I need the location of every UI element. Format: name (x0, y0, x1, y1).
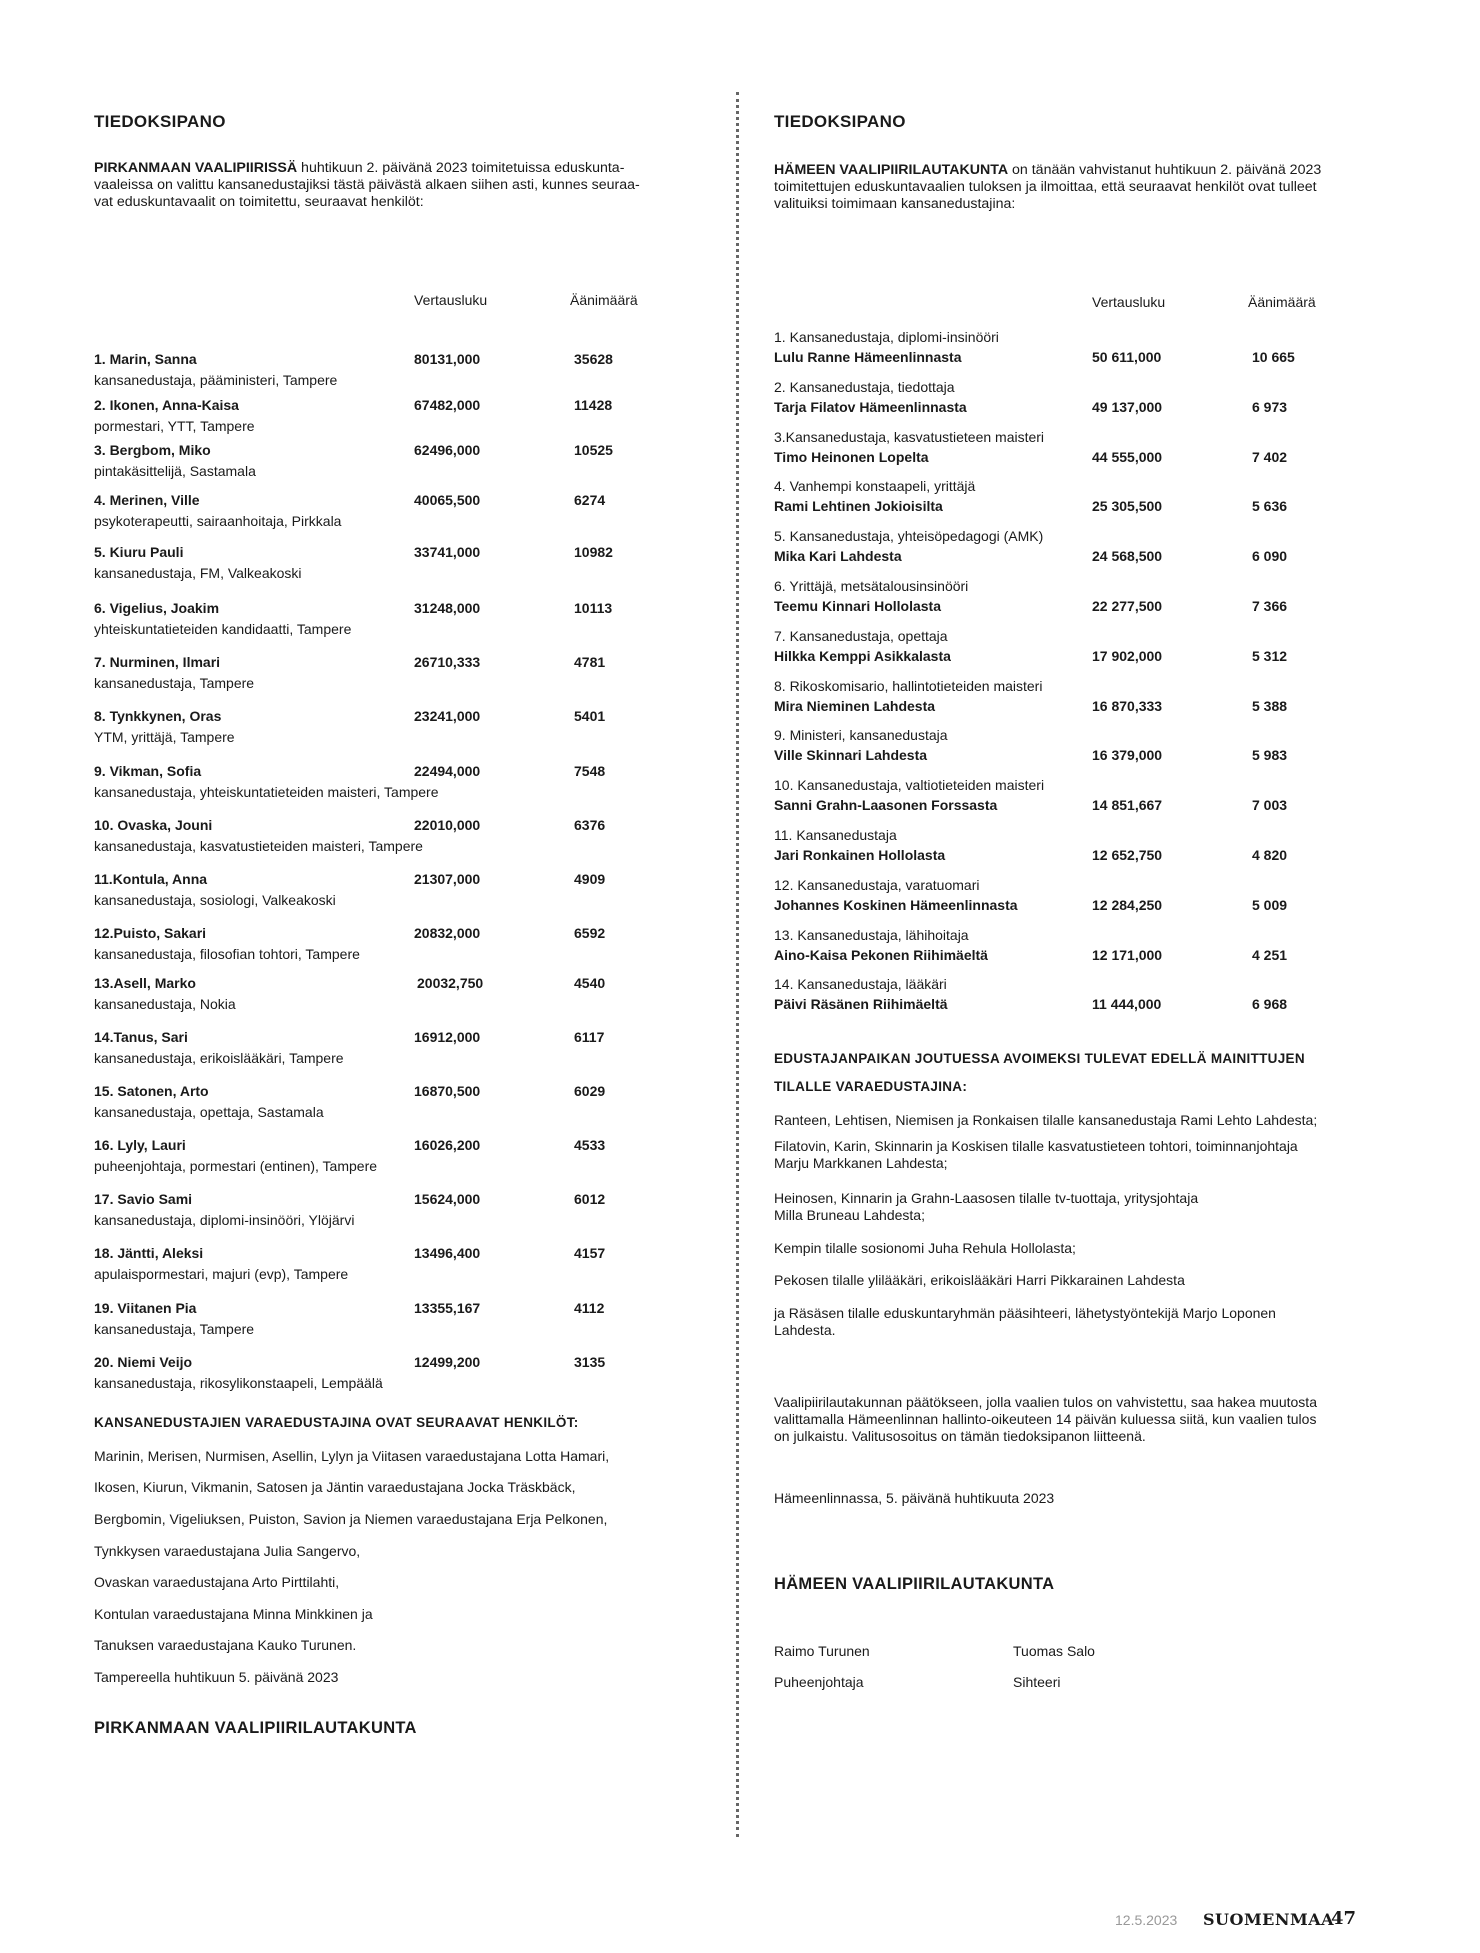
candidate-title: 12. Kansanedustaja, varatuomari (774, 876, 980, 893)
right-appeal-line: Vaalipiirilautakunnan päätökseen, jolla vaalien tulos on vahvistettu, saa hakea muutosta (774, 1394, 1317, 1410)
aanimaara-value: 10982 (574, 544, 613, 560)
candidate-title: 6. Yrittäjä, metsätalousinsinööri (774, 578, 969, 594)
candidate-name: 12.Puisto, Sakari (94, 925, 207, 941)
candidate-name: 7. Nurminen, Ilmari (94, 654, 221, 670)
aanimaara-value: 5 388 (1252, 697, 1288, 714)
column-divider (736, 92, 739, 1837)
candidate-title: 13. Kansanedustaja, lähihoitaja (774, 926, 969, 943)
vertausluku-value: 22010,000 (414, 817, 481, 833)
left-col-vertausluku: Vertausluku (414, 292, 488, 308)
candidate-name: Jari Ronkainen Hollolasta (774, 847, 946, 863)
candidate-name: Hilkka Kemppi Asikkalasta (774, 647, 951, 664)
aanimaara-value: 10113 (574, 600, 613, 616)
candidate-description: kansanedustaja, Tampere (94, 1321, 255, 1337)
signer-2-name: Tuomas Salo (1013, 1643, 1095, 1659)
vertausluku-value: 11 444,000 (1092, 996, 1162, 1013)
candidate-name: 17. Savio Sami (94, 1191, 193, 1207)
candidate-name: 20. Niemi Veijo (94, 1354, 193, 1370)
page-number: 47 (1331, 1908, 1357, 1929)
aanimaara-value: 6274 (574, 492, 606, 508)
signer-1-role: Puheenjohtaja (774, 1674, 864, 1690)
aanimaara-value: 7 003 (1252, 797, 1288, 814)
vertausluku-value: 17 902,000 (1092, 647, 1163, 664)
aanimaara-value: 4 820 (1252, 847, 1288, 863)
candidate-name: Sanni Grahn-Laasonen Forssasta (774, 797, 998, 814)
candidate-name: 4. Merinen, Ville (94, 492, 200, 508)
vertausluku-value: 50 611,000 (1092, 349, 1162, 365)
candidate-name: 6. Vigelius, Joakim (94, 600, 220, 616)
candidate-name: 1. Marin, Sanna (94, 351, 197, 367)
candidate-name: 18. Jäntti, Aleksi (94, 1245, 204, 1261)
vertausluku-value: 22494,000 (414, 763, 481, 779)
candidate-name: Timo Heinonen Lopelta (774, 448, 929, 465)
candidate-title: 11. Kansanedustaja (774, 827, 897, 843)
aanimaara-value: 10525 (574, 442, 613, 458)
left-intro-line: huhtikuun 2. päivänä 2023 toimitetuissa eduskunta- (297, 160, 625, 176)
candidate-name: 16. Lyly, Lauri (94, 1137, 186, 1153)
right-col-vertausluku: Vertausluku (1092, 294, 1166, 310)
candidate-description: psykoterapeutti, sairaanhoitaja, Pirkkala (94, 513, 342, 529)
deputy-line: Ranteen, Lehtisen, Niemisen ja Ronkaisen tilalle kansanedustaja Rami Lehto Lahdesta; (774, 1112, 1318, 1128)
aanimaara-value: 6376 (574, 817, 606, 833)
vertausluku-value: 15624,000 (414, 1191, 481, 1207)
candidate-name: 2. Ikonen, Anna-Kaisa (94, 397, 239, 413)
aanimaara-value: 5 983 (1252, 747, 1288, 764)
candidate-title: 9. Ministeri, kansanedustaja (774, 727, 948, 744)
aanimaara-value: 5 312 (1252, 647, 1288, 664)
right-intro-line: on tänään vahvistanut huhtikuun 2. päivänä 2023 (1008, 162, 1322, 178)
candidate-description: kansanedustaja, sosiologi, Valkeakoski (94, 892, 336, 908)
right-intro-line: toimitettujen eduskuntavaalien tuloksen ja ilmoittaa, että seuraavat henkilöt ovat tulleet (774, 179, 1317, 195)
vertausluku-value: 21307,000 (414, 871, 481, 887)
candidate-description: kansanedustaja, pääministeri, Tampere (94, 372, 338, 388)
vertausluku-value: 31248,000 (414, 600, 481, 616)
deputy-line: Marju Markkanen Lahdesta; (774, 1155, 948, 1171)
vertausluku-value: 12 284,250 (1092, 896, 1163, 913)
vertausluku-value: 25 305,500 (1092, 498, 1163, 515)
candidate-name: Johannes Koskinen Hämeenlinnasta (774, 896, 1018, 913)
aanimaara-value: 6012 (574, 1191, 606, 1207)
aanimaara-value: 6 090 (1252, 548, 1288, 565)
candidate-description: kansanedustaja, Tampere (94, 675, 255, 691)
left-signature: PIRKANMAAN VAALIPIIRILAUTAKUNTA (94, 1719, 417, 1737)
vertausluku-value: 16026,200 (414, 1137, 481, 1153)
aanimaara-value: 6117 (574, 1029, 605, 1045)
aanimaara-value: 4533 (574, 1137, 606, 1153)
right-place-date: Hämeenlinnassa, 5. päivänä huhtikuuta 2023 (774, 1490, 1055, 1506)
vertausluku-value: 16870,500 (414, 1083, 481, 1099)
vertausluku-value: 49 137,000 (1092, 398, 1163, 415)
candidate-name: Aino-Kaisa Pekonen Riihimäeltä (774, 946, 988, 963)
right-intro-line: valituiksi toimimaan kansanedustajina: (774, 196, 1016, 212)
signer-2-role: Sihteeri (1013, 1674, 1061, 1690)
deputy-line: Tynkkysen varaedustajana Julia Sangervo, (94, 1543, 361, 1559)
candidate-name: 5. Kiuru Pauli (94, 544, 184, 560)
candidate-name: 9. Vikman, Sofia (94, 763, 202, 779)
deputy-line: Ikosen, Kiurun, Vikmanin, Satosen ja Jäntin varaedustajana Jocka Träskbäck, (94, 1479, 576, 1495)
right-intro-bold: HÄMEEN VAALIPIIRILAUTAKUNTA (774, 162, 1009, 178)
right-appeal-line: valittamalla Hämeenlinnan hallinto-oikeuteen 14 päivän kuluessa siitä, kun vaalien tulos (774, 1411, 1317, 1427)
vertausluku-value: 12499,200 (414, 1354, 481, 1370)
aanimaara-value: 4909 (574, 871, 606, 887)
candidate-description: kansanedustaja, filosofian tohtori, Tampere (94, 946, 360, 962)
aanimaara-value: 5401 (574, 708, 606, 724)
candidate-name: 8. Tynkkynen, Oras (94, 708, 222, 724)
candidate-title: 1. Kansanedustaja, diplomi-insinööri (774, 329, 999, 345)
footer-brand: SUOMENMAA (1203, 1910, 1335, 1929)
candidate-name: 19. Viitanen Pia (94, 1300, 197, 1316)
left-heading: TIEDOKSIPANO (94, 112, 226, 131)
vertausluku-value: 62496,000 (414, 442, 481, 458)
deputy-paragraph (774, 1138, 1298, 1172)
aanimaara-value: 7 366 (1252, 598, 1288, 614)
vertausluku-value: 12 171,000 (1092, 946, 1163, 963)
aanimaara-value: 7 402 (1252, 448, 1288, 465)
candidate-description: puheenjohtaja, pormestari (entinen), Tampere (94, 1158, 378, 1174)
candidate-title: 4. Vanhempi konstaapeli, yrittäjä (774, 478, 976, 495)
candidate-description: YTM, yrittäjä, Tampere (94, 729, 235, 745)
deputy-line: Kempin tilalle sosionomi Juha Rehula Hollolasta; (774, 1240, 1076, 1256)
candidate-title: 3.Kansanedustaja, kasvatustieteen maisteri (774, 428, 1045, 445)
deputy-paragraph (774, 1240, 1076, 1257)
aanimaara-value: 5 636 (1252, 498, 1288, 515)
aanimaara-value: 5 009 (1252, 896, 1288, 913)
deputy-line: ja Räsäsen tilalle eduskuntaryhmän pääsihteeri, lähetystyöntekijä Marjo Loponen (774, 1305, 1276, 1321)
candidate-name: Lulu Ranne Hämeenlinnasta (774, 349, 962, 365)
candidate-name: Mika Kari Lahdesta (774, 548, 902, 565)
left-intro-line: vat eduskuntavaalit on toimitettu, seuraavat henkilöt: (94, 194, 424, 210)
candidate-description: yhteiskuntatieteiden kandidaatti, Tampere (94, 621, 352, 637)
candidate-name: Ville Skinnari Lahdesta (774, 747, 928, 764)
candidate-description: kansanedustaja, Nokia (94, 996, 236, 1012)
aanimaara-value: 35628 (574, 351, 613, 367)
deputy-line: Lahdesta. (774, 1322, 836, 1338)
vertausluku-value: 16 379,000 (1092, 747, 1163, 764)
candidate-title: 10. Kansanedustaja, valtiotieteiden maisteri (774, 777, 1045, 794)
candidate-description: pintakäsittelijä, Sastamala (94, 463, 256, 479)
vertausluku-value: 44 555,000 (1092, 448, 1163, 465)
vertausluku-value: 16912,000 (414, 1029, 481, 1045)
deputy-line: Pekosen tilalle ylilääkäri, erikoislääkäri Harri Pikkarainen Lahdesta (774, 1272, 1185, 1288)
vertausluku-value: 26710,333 (414, 654, 481, 670)
aanimaara-value: 6592 (574, 925, 606, 941)
vertausluku-value: 14 851,667 (1092, 797, 1163, 814)
deputy-line: Bergbomin, Vigeliuksen, Puiston, Savion ja Niemen varaedustajana Erja Pelkonen, (94, 1511, 608, 1527)
left-intro (94, 160, 694, 211)
aanimaara-value: 6 968 (1252, 996, 1288, 1013)
vertausluku-value: 24 568,500 (1092, 548, 1163, 565)
candidate-title: 8. Rikoskomisario, hallintotieteiden maisteri (774, 677, 1043, 694)
left-intro-bold: PIRKANMAAN VAALIPIIRISSÄ (94, 160, 298, 176)
candidate-name: 3. Bergbom, Miko (94, 442, 211, 458)
candidate-name: Rami Lehtinen Jokioisilta (774, 498, 943, 515)
left-intro-line: vaaleissa on valittu kansanedustajiksi tästä päivästä alkaen siihen asti, kunnes seuraa- (94, 177, 640, 193)
candidate-title: 14. Kansanedustaja, lääkäri (774, 976, 947, 993)
vertausluku-value: 16 870,333 (1092, 697, 1163, 714)
candidate-name: 11.Kontula, Anna (94, 871, 208, 887)
deputy-line: Milla Bruneau Lahdesta; (774, 1207, 925, 1223)
left-deputies-heading: KANSANEDUSTAJIEN VARAEDUSTAJINA OVAT SEURAAVAT HENKILÖT: (94, 1415, 579, 1430)
deputy-paragraph (774, 1112, 1317, 1129)
vertausluku-value: 67482,000 (414, 397, 481, 413)
right-signature: HÄMEEN VAALIPIIRILAUTAKUNTA (774, 1575, 1055, 1593)
left-col-aanimaara: Äänimäärä (570, 292, 638, 308)
right-appeal-line: on julkaistu. Valitusosoitus on tämän tiedoksipanon liitteenä. (774, 1428, 1146, 1444)
deputy-line: Tanuksen varaedustajana Kauko Turunen. (94, 1637, 357, 1653)
candidate-name: 14.Tanus, Sari (94, 1029, 188, 1045)
candidate-name: 13.Asell, Marko (94, 975, 196, 991)
vertausluku-value: 20832,000 (414, 925, 481, 941)
footer-date: 12.5.2023 (1115, 1912, 1178, 1928)
deputy-line: Tampereella huhtikuun 5. päivänä 2023 (94, 1669, 339, 1685)
aanimaara-value: 6 973 (1252, 398, 1288, 415)
deputy-line: Ovaskan varaedustajana Arto Pirttilahti, (94, 1574, 340, 1590)
candidate-name: Tarja Filatov Hämeenlinnasta (774, 398, 967, 415)
candidate-name: 15. Satonen, Arto (94, 1083, 209, 1099)
aanimaara-value: 11428 (574, 397, 613, 413)
candidate-title: 5. Kansanedustaja, yhteisöpedagogi (AMK) (774, 528, 1044, 545)
right-col-aanimaara: Äänimäärä (1248, 294, 1316, 310)
candidate-description: kansanedustaja, opettaja, Sastamala (94, 1104, 324, 1120)
aanimaara-value: 3135 (574, 1354, 606, 1370)
aanimaara-value: 4781 (574, 654, 606, 670)
deputy-paragraph (774, 1190, 1198, 1224)
aanimaara-value: 4 251 (1252, 946, 1288, 963)
deputy-paragraph (774, 1305, 1276, 1339)
vertausluku-value: 13496,400 (414, 1245, 481, 1261)
right-heading: TIEDOKSIPANO (774, 112, 906, 131)
right-deputies-heading-1: EDUSTAJANPAIKAN JOUTUESSA AVOIMEKSI TULEVAT EDELLÄ MAINITTUJEN (774, 1051, 1305, 1066)
deputy-paragraph (774, 1272, 1185, 1289)
candidate-name: 10. Ovaska, Jouni (94, 817, 213, 833)
candidate-title: 7. Kansanedustaja, opettaja (774, 627, 948, 644)
aanimaara-value: 6029 (574, 1083, 606, 1099)
signer-1-name: Raimo Turunen (774, 1643, 870, 1659)
right-appeal (774, 1394, 1317, 1445)
deputy-line: Heinosen, Kinnarin ja Grahn-Laasosen tilalle tv-tuottaja, yritysjohtaja (774, 1190, 1199, 1206)
vertausluku-value: 20032,750 (417, 975, 484, 991)
vertausluku-value: 13355,167 (414, 1300, 481, 1316)
candidate-name: Teemu Kinnari Hollolasta (774, 598, 941, 614)
vertausluku-value: 33741,000 (414, 544, 481, 560)
aanimaara-value: 7548 (574, 763, 606, 779)
aanimaara-value: 4112 (574, 1300, 605, 1316)
aanimaara-value: 4157 (574, 1245, 606, 1261)
aanimaara-value: 10 665 (1252, 349, 1295, 365)
right-deputies-heading-2: TILALLE VARAEDUSTAJINA: (774, 1079, 968, 1094)
deputy-line: Marinin, Merisen, Nurmisen, Asellin, Lylyn ja Viitasen varaedustajana Lotta Hamari, (94, 1448, 610, 1464)
candidate-title: 2. Kansanedustaja, tiedottaja (774, 378, 955, 395)
vertausluku-value: 22 277,500 (1092, 598, 1163, 614)
candidate-name: Päivi Räsänen Riihimäeltä (774, 996, 948, 1013)
deputy-line: Filatovin, Karin, Skinnarin ja Koskisen tilalle kasvatustieteen tohtori, toiminnanjohtaja (774, 1138, 1298, 1154)
candidate-description: pormestari, YTT, Tampere (94, 418, 255, 434)
candidate-description: kansanedustaja, erikoislääkäri, Tampere (94, 1050, 344, 1066)
candidate-description: kansanedustaja, FM, Valkeakoski (94, 565, 302, 581)
candidate-description: kansanedustaja, kasvatustieteiden maisteri, Tampere (94, 838, 423, 854)
candidate-description: kansanedustaja, yhteiskuntatieteiden maisteri, Tampere (94, 784, 439, 800)
candidate-name: Mira Nieminen Lahdesta (774, 697, 936, 714)
candidate-description: kansanedustaja, diplomi-insinööri, Ylöjärvi (94, 1212, 355, 1228)
vertausluku-value: 40065,500 (414, 492, 481, 508)
vertausluku-value: 12 652,750 (1092, 847, 1163, 863)
vertausluku-value: 23241,000 (414, 708, 481, 724)
aanimaara-value: 4540 (574, 975, 606, 991)
right-intro (774, 162, 1394, 213)
deputy-line: Kontulan varaedustajana Minna Minkkinen ja (94, 1606, 373, 1622)
candidate-description: apulaispormestari, majuri (evp), Tampere (94, 1266, 349, 1282)
vertausluku-value: 80131,000 (414, 351, 481, 367)
candidate-description: kansanedustaja, rikosylikonstaapeli, Lempäälä (94, 1375, 383, 1391)
